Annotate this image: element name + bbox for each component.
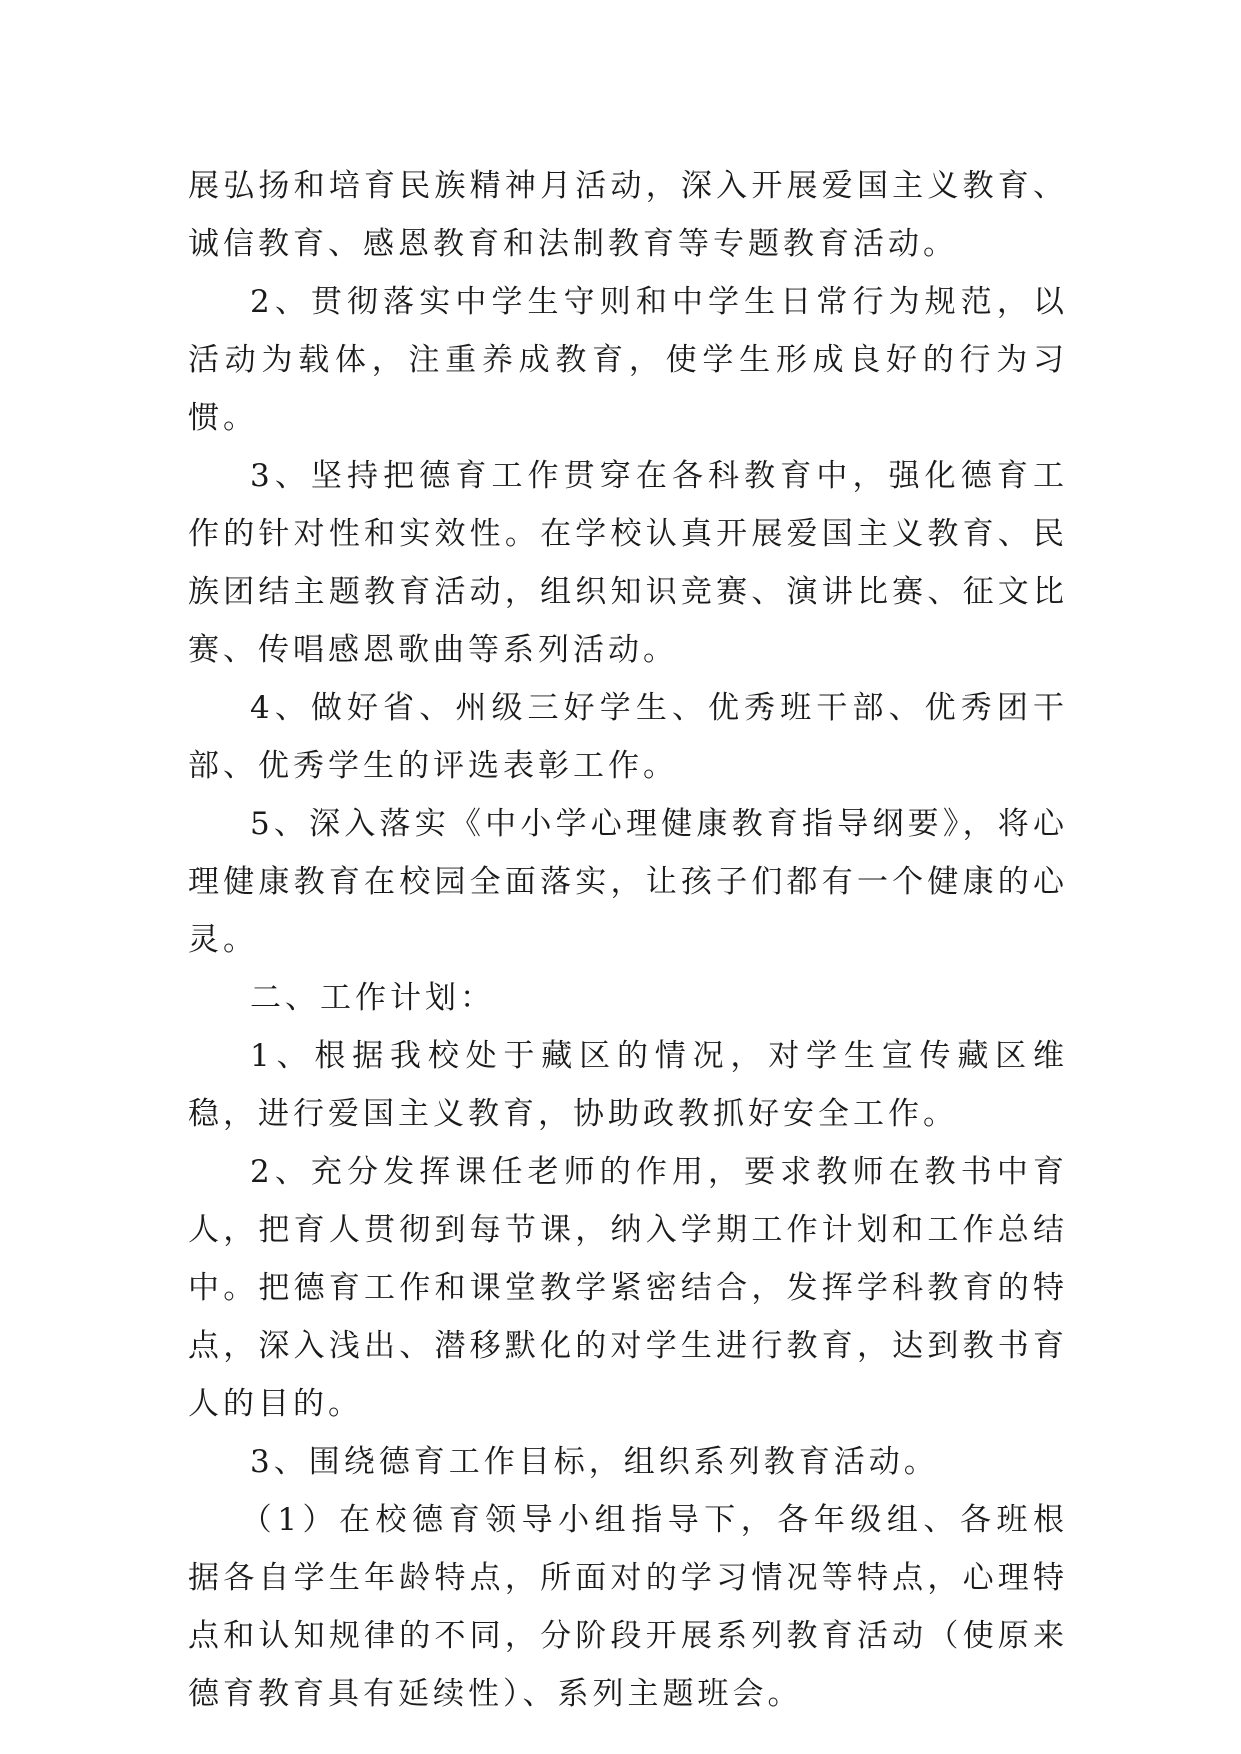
paragraph-continuation: 展弘扬和培育民族精神月活动，深入开展爱国主义教育、诚信教育、感恩教育和法制教育等专题教育活动。	[188, 168, 1068, 262]
paragraph-item-4: 4、做好省、州级三好学生、优秀班干部、优秀团干部、优秀学生的评选表彰工作。	[188, 690, 1068, 784]
paragraph-item-5: 5、深入落实《中小学心理健康教育指导纲要》，将心理健康教育在校园全面落实，让孩子们都有一个健康的心灵。	[188, 806, 1068, 958]
plan-subitem-1: （1）在校德育领导小组指导下，各年级组、各班根据各自学生年龄特点，所面对的学习情况等特点，心理特点和认知规律的不同，分阶段开展系列教育活动（使原来德育教育具有延续性）、系列主题班会。	[188, 1502, 1068, 1712]
section-heading-work-plan: 二、工作计划：	[250, 980, 495, 1016]
paragraph-item-3: 3、坚持把德育工作贯穿在各科教育中，强化德育工作的针对性和实效性。在学校认真开展爱国主义教育、民族团结主题教育活动，组织知识竞赛、演讲比赛、征文比赛、传唱感恩歌曲等系列活动。	[188, 458, 1068, 668]
plan-item-2: 2、充分发挥课任老师的作用，要求教师在教书中育人，把育人贯彻到每节课，纳入学期工作计划和工作总结中。把德育工作和课堂教学紧密结合，发挥学科教育的特点，深入浅出、潜移默化的对学生进行教育，达到教书育人的目的。	[188, 1154, 1068, 1422]
plan-item-3: 3、围绕德育工作目标，组织系列教育活动。	[250, 1444, 939, 1480]
plan-item-1: 1、根据我校处于藏区的情况，对学生宣传藏区维稳，进行爱国主义教育，协助政教抓好安全工作。	[188, 1038, 1068, 1132]
paragraph-item-2: 2、贯彻落实中学生守则和中学生日常行为规范，以活动为载体，注重养成教育，使学生形成良好的行为习惯。	[188, 284, 1068, 436]
document-body	[188, 157, 1068, 1723]
